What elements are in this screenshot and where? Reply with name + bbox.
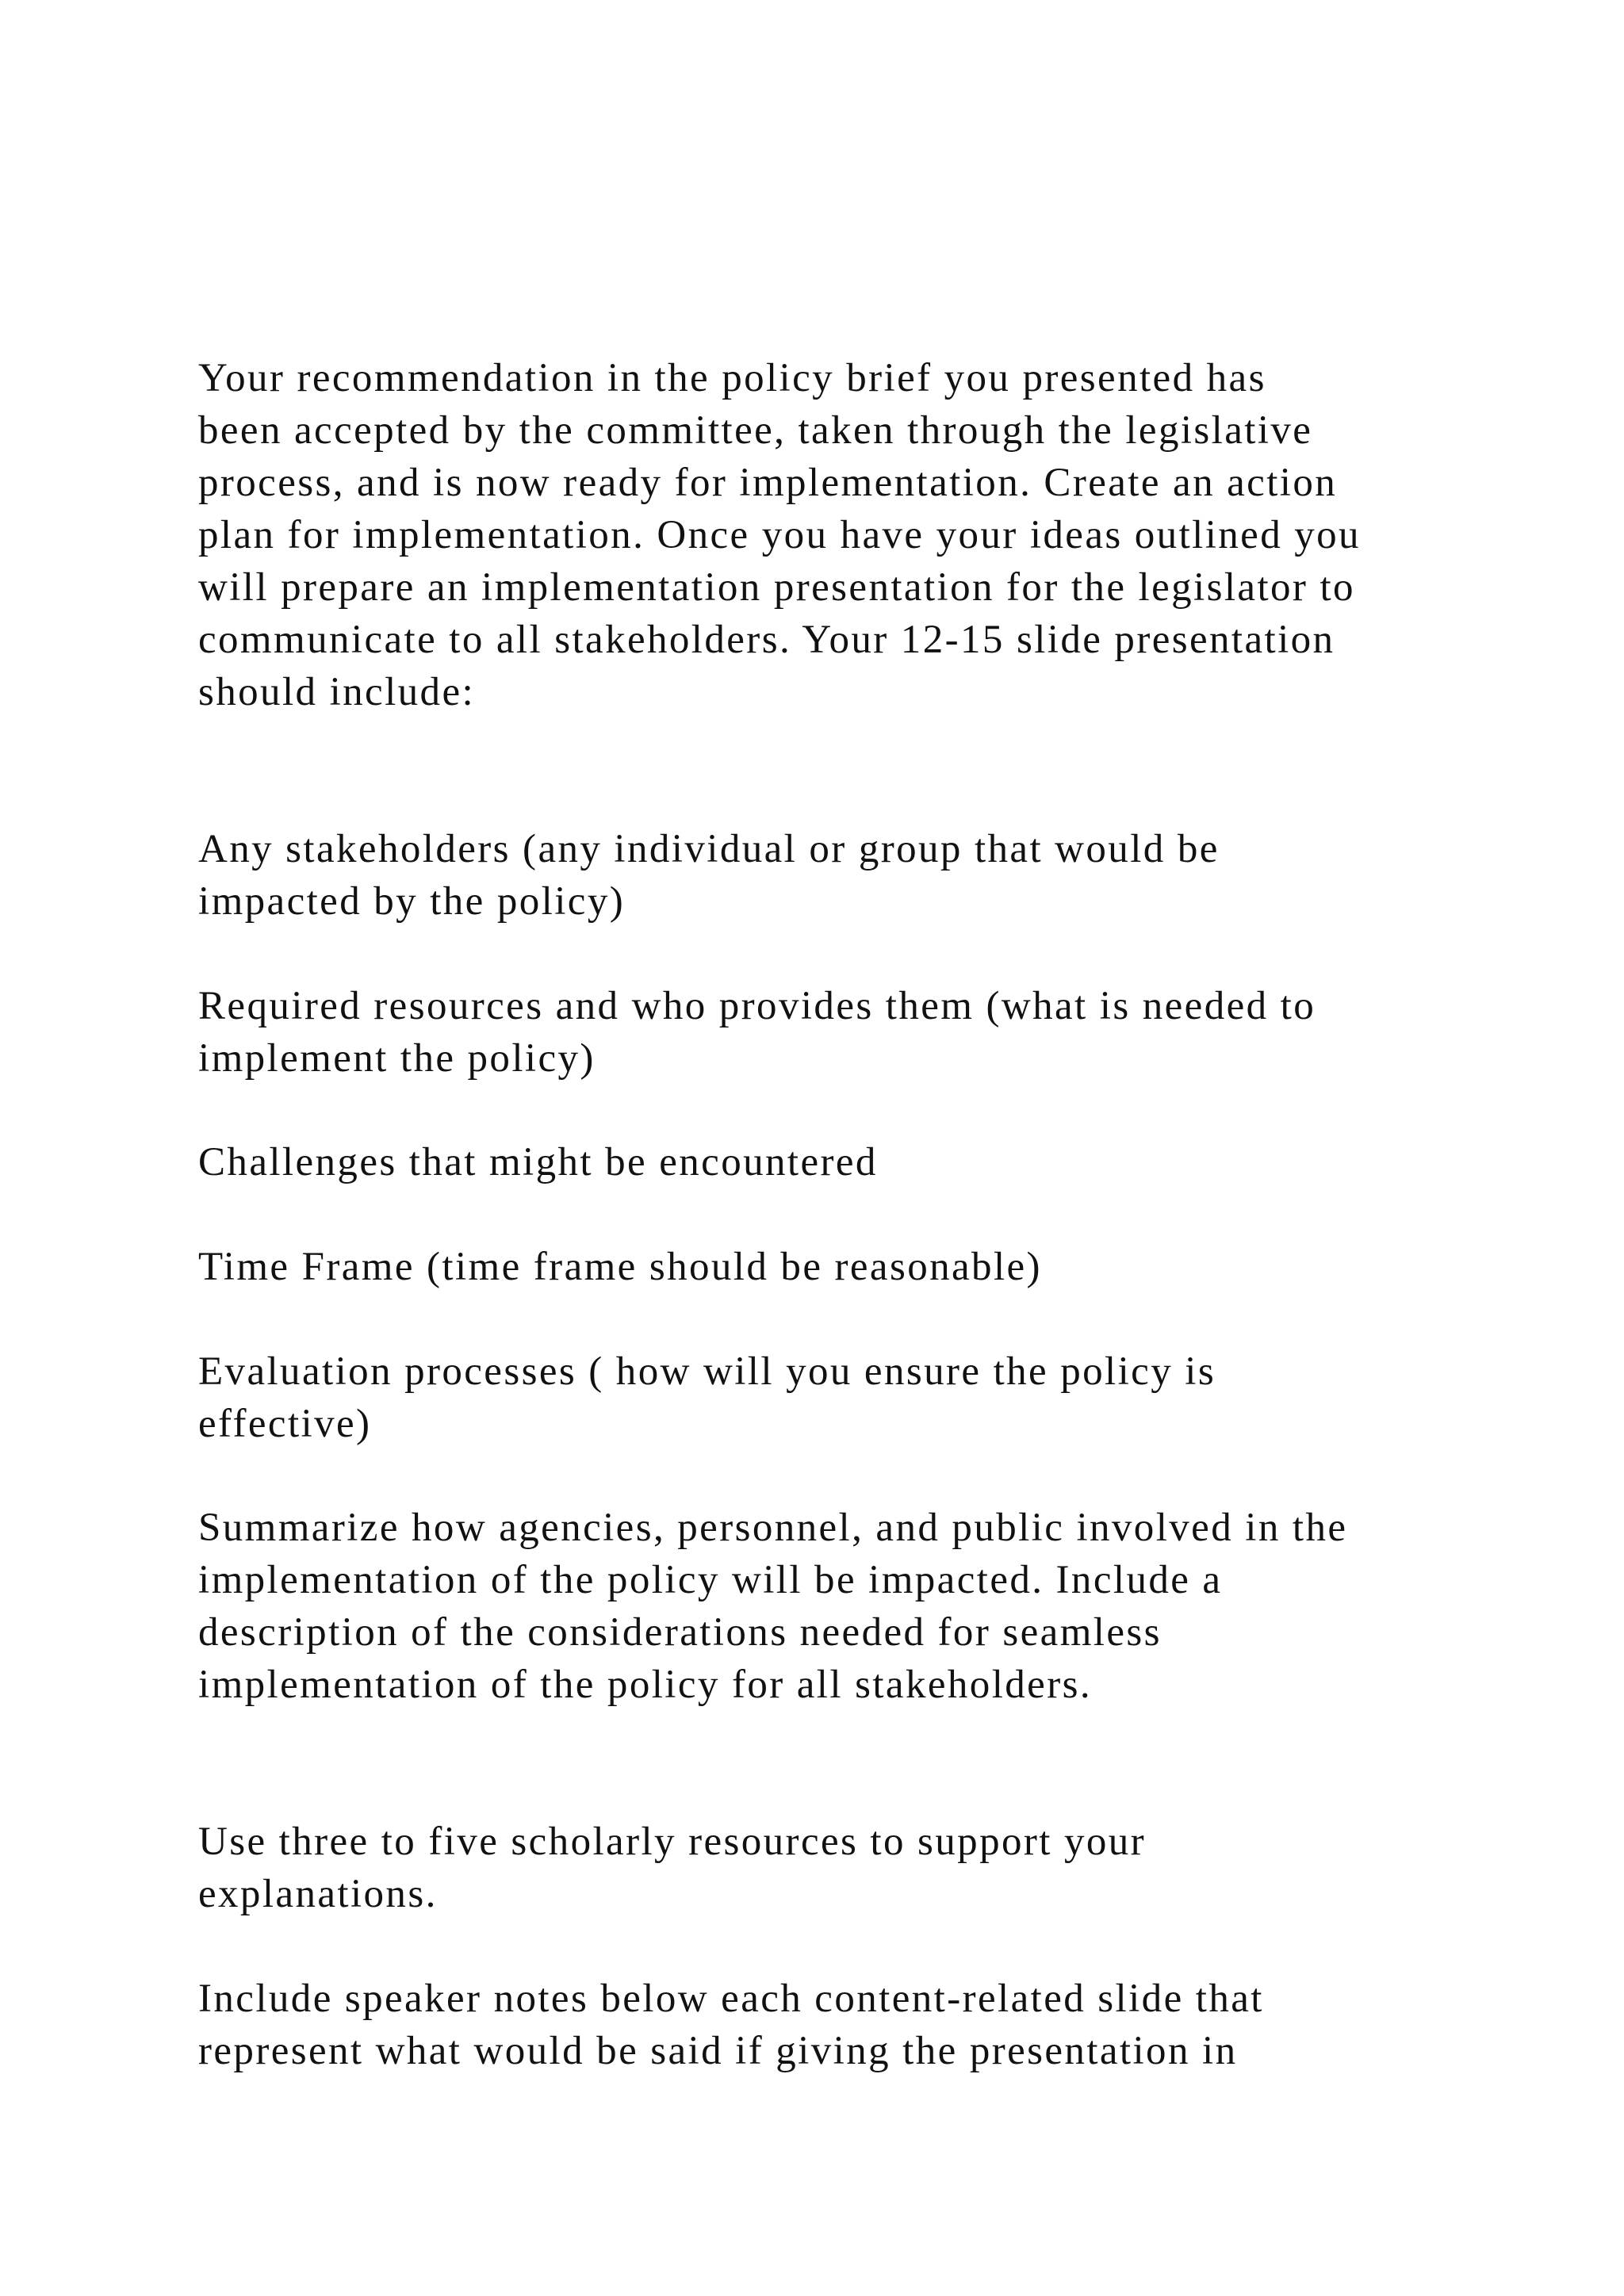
requirement-summary: Summarize how agencies, personnel, and public involved in the implementation of the policy will be impacted. Include a description of the considerations needed for seamless implementation of the policy for all stakeholders. [198, 1506, 1348, 1707]
requirement-time-frame: Time Frame (time frame should be reasonable) [198, 1245, 1042, 1289]
requirement-stakeholders: Any stakeholders (any individual or group that would be impacted by the policy) [198, 827, 1220, 924]
intro-paragraph: Your recommendation in the policy brief you presented has been accepted by the committee, taken through the legislative process, and is now ready for implementation. Create an action plan for implementation. Once you have your ideas outlined you will prepare an implementation presentation for the legislator to communicate to all stakeholders. Your 12-15 slide presentation should include: [198, 356, 1361, 714]
speaker-notes-paragraph: Include speaker notes below each content-related slide that represent what would be said if giving the presentation in [198, 1976, 1264, 2073]
requirement-resources: Required resources and who provides them (what is needed to implement the policy) [198, 984, 1316, 1081]
requirement-challenges: Challenges that might be encountered [198, 1140, 878, 1184]
scholarly-resources-paragraph: Use three to five scholarly resources to support your explanations. [198, 1820, 1147, 1916]
requirement-evaluation: Evaluation processes ( how will you ensure the policy is effective) [198, 1349, 1216, 1446]
